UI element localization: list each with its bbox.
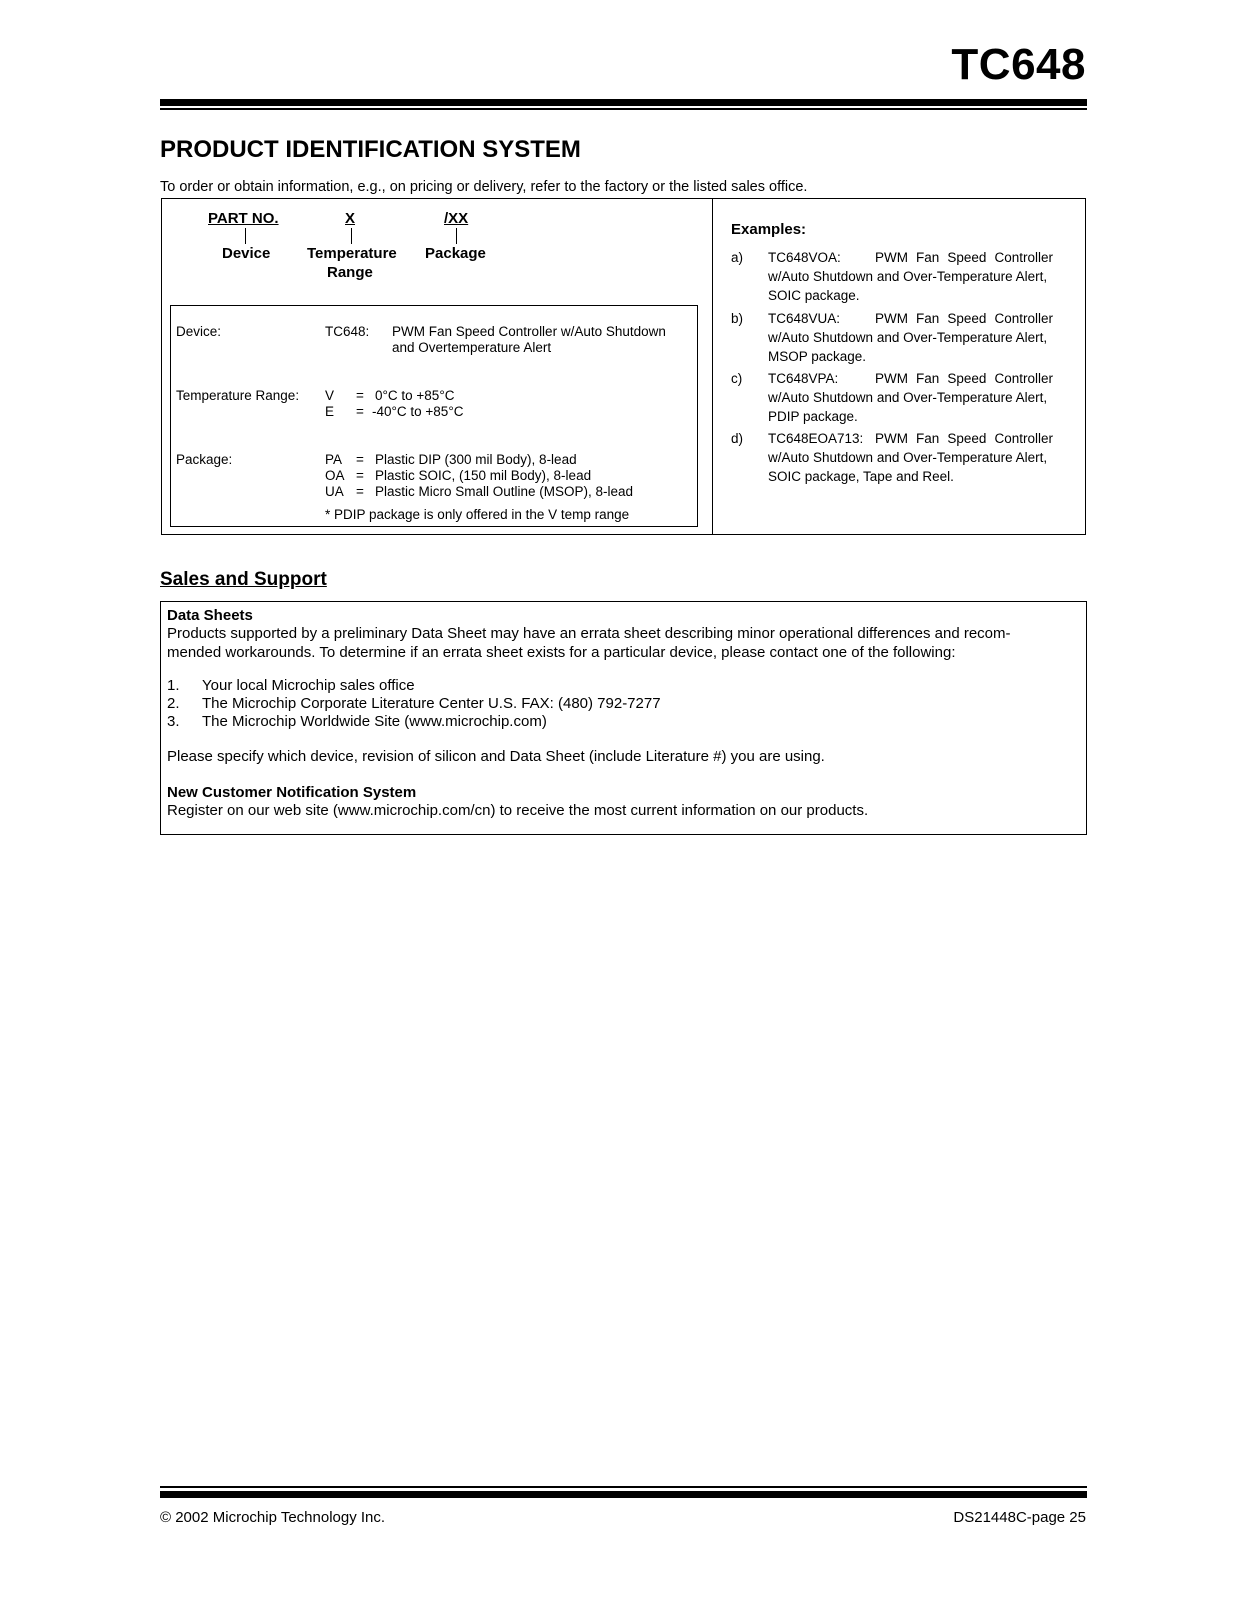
package-row-code: OA: [325, 468, 345, 483]
package-row-desc: Plastic SOIC, (150 mil Body), 8-lead: [375, 468, 592, 483]
temperature-label: Temperature: [307, 245, 397, 262]
examples-title: Examples:: [731, 221, 807, 238]
example-desc: PWM Fan Speed Controller: [875, 311, 1053, 326]
example-letter: d): [731, 431, 744, 446]
temp-row-eq: =: [356, 388, 364, 403]
package-code-header: /XX: [444, 210, 469, 227]
package-row-desc: Plastic DIP (300 mil Body), 8-lead: [375, 452, 577, 467]
example-letter: a): [731, 250, 744, 265]
example-line3: SOIC package.: [768, 288, 860, 303]
temp-row-code: E: [325, 404, 335, 419]
section-title: PRODUCT IDENTIFICATION SYSTEM: [160, 136, 581, 163]
list-number: 3.: [167, 713, 180, 730]
list-text: Your local Microchip sales office: [202, 677, 415, 694]
footer-rule-thin: [160, 1486, 1087, 1488]
temp-row-desc: -40°C to +85°C: [372, 404, 464, 419]
example-line2: w/Auto Shutdown and Over-Temperature Alert,: [768, 450, 1048, 465]
example-item: [731, 369, 1071, 429]
specify-text: Please specify which device, revision of silicon and Data Sheet (include Literature #) you are using.: [167, 748, 825, 765]
product-id-divider: [712, 198, 713, 535]
example-item: [731, 429, 1071, 489]
data-sheets-line-2: mended workarounds. To determine if an errata sheet exists for a particular device, please contact one of the following:: [167, 644, 956, 661]
document-title: TC648: [951, 40, 1086, 89]
example-line3: SOIC package, Tape and Reel.: [768, 469, 954, 484]
example-line2: w/Auto Shutdown and Over-Temperature Alert,: [768, 390, 1048, 405]
example-desc: PWM Fan Speed Controller: [875, 431, 1053, 446]
example-part: TC648EOA713:: [768, 431, 864, 446]
temp-code-header: X: [345, 210, 356, 227]
data-sheets-line-1: Products supported by a preliminary Data Sheet may have an errata sheet describing minor operational differences and recom-: [167, 625, 1011, 642]
temp-row-desc: 0°C to +85°C: [375, 388, 455, 403]
field-package-label: Package:: [176, 452, 233, 467]
list-item: [167, 712, 1077, 731]
package-row-eq: =: [356, 484, 364, 499]
example-letter: c): [731, 371, 743, 386]
example-desc: PWM Fan Speed Controller: [875, 250, 1053, 265]
field-device-label: Device:: [176, 324, 222, 339]
intro-text: To order or obtain information, e.g., on pricing or delivery, refer to the factory or the listed sales office.: [160, 179, 808, 195]
field-temp-label: Temperature Range:: [176, 388, 300, 403]
field-device-code: TC648:: [325, 324, 370, 339]
example-item: [731, 248, 1071, 308]
example-part: TC648VUA:: [768, 311, 841, 326]
header-rule-thin: [160, 108, 1087, 110]
field-device-desc-1: PWM Fan Speed Controller w/Auto Shutdown: [392, 324, 666, 339]
device-label: Device: [222, 245, 271, 262]
example-line3: PDIP package.: [768, 409, 858, 424]
package-row-eq: =: [356, 452, 364, 467]
example-line2: w/Auto Shutdown and Over-Temperature Alert,: [768, 269, 1048, 284]
pdip-note: * PDIP package is only offered in the V temp range: [325, 507, 630, 522]
package-row-code: UA: [325, 484, 344, 499]
connector-line-temp: [351, 228, 352, 244]
list-text: The Microchip Worldwide Site (www.microchip.com): [202, 713, 547, 730]
example-letter: b): [731, 311, 744, 326]
package-row-desc: Plastic Micro Small Outline (MSOP), 8-lead: [375, 484, 634, 499]
list-text: The Microchip Corporate Literature Center U.S. FAX: (480) 792-7277: [202, 695, 661, 712]
ncns-text: Register on our web site (www.microchip.com/cn) to receive the most current information on our products.: [167, 802, 869, 819]
package-row-code: PA: [325, 452, 343, 467]
data-sheets-heading: Data Sheets: [167, 607, 253, 624]
footer-copyright: © 2002 Microchip Technology Inc.: [160, 1509, 386, 1526]
footer-page-number: DS21448C-page 25: [953, 1509, 1086, 1526]
temp-row-code: V: [325, 388, 335, 403]
example-item: [731, 309, 1071, 369]
sales-support-title: Sales and Support: [160, 569, 327, 590]
connector-line-device: [245, 228, 246, 244]
list-item: [167, 676, 1077, 695]
temp-row-eq: =: [356, 404, 364, 419]
package-label: Package: [425, 245, 486, 262]
example-line2: w/Auto Shutdown and Over-Temperature Alert,: [768, 330, 1048, 345]
header-rule-thick: [160, 99, 1087, 106]
ncns-heading: New Customer Notification System: [167, 784, 417, 801]
footer-rule-thick: [160, 1491, 1087, 1498]
part-no-header: PART NO.: [208, 210, 279, 227]
field-device-desc-2: and Overtemperature Alert: [392, 340, 552, 355]
example-part: TC648VPA:: [768, 371, 839, 386]
example-line3: MSOP package.: [768, 349, 867, 364]
connector-line-package: [456, 228, 457, 244]
list-item: [167, 694, 1077, 713]
example-desc: PWM Fan Speed Controller: [875, 371, 1053, 386]
range-label: Range: [327, 264, 373, 281]
list-number: 1.: [167, 677, 180, 694]
example-part: TC648VOA:: [768, 250, 841, 265]
list-number: 2.: [167, 695, 180, 712]
package-row-eq: =: [356, 468, 364, 483]
